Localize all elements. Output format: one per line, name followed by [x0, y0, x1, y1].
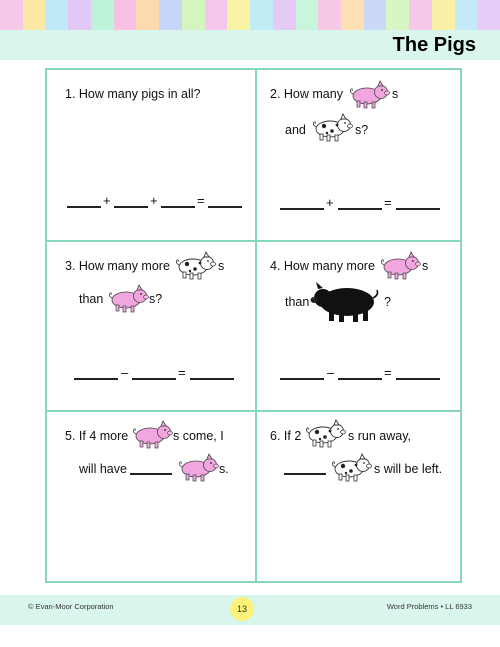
footer-copyright: © Evan-Moor Corporation — [28, 602, 114, 611]
header-stripe — [114, 0, 137, 30]
header-stripe — [68, 0, 91, 30]
problem-4-text-b: s — [422, 259, 429, 273]
header-stripe — [273, 0, 296, 30]
equals-sign: = — [178, 365, 186, 380]
header-stripe — [477, 0, 500, 30]
problem-2-text-c: and — [285, 123, 306, 137]
problem-5-text-a: 5. If 4 more — [65, 429, 129, 443]
grid-divider-row2 — [45, 410, 462, 412]
problem-4-text-d: ? — [384, 295, 391, 309]
pink-pig-icon — [130, 419, 174, 449]
page-title: The Pigs — [392, 34, 476, 56]
footer-book-id: Word Problems • LL 6933 — [386, 602, 472, 611]
header-stripe — [455, 0, 478, 30]
problem-2-text-a: 2. How many — [270, 87, 343, 101]
spotted-pig-icon — [302, 418, 348, 448]
problem-3-text-b: s — [218, 259, 225, 273]
grid-divider-row1 — [45, 240, 462, 242]
spotted-pig-icon — [172, 250, 218, 280]
problem-3-text-c: than — [79, 292, 104, 306]
answer-blank[interactable] — [284, 473, 326, 475]
plus-sign: + — [326, 195, 334, 210]
answer-blank[interactable] — [338, 208, 382, 210]
pink-pig-icon — [176, 452, 220, 482]
plus-sign: + — [150, 193, 158, 208]
header-stripe — [0, 0, 23, 30]
answer-blank[interactable] — [161, 206, 195, 208]
header-stripe — [136, 0, 159, 30]
header-stripe — [205, 0, 228, 30]
header-stripe — [432, 0, 455, 30]
problem-6-text-d: s will be left. — [374, 462, 443, 476]
header-stripe — [23, 0, 46, 30]
pink-pig-icon — [378, 250, 422, 280]
header-stripe — [91, 0, 114, 30]
minus-sign: – — [121, 365, 129, 380]
problem-4-text-a: 4. How many more — [270, 259, 375, 273]
page-number-badge: 13 — [230, 597, 254, 621]
problem-2-text-d: s? — [355, 123, 369, 137]
pink-pig-icon — [347, 79, 391, 109]
answer-blank[interactable] — [396, 378, 440, 380]
grid-divider-vertical — [255, 68, 257, 583]
equals-sign: = — [197, 193, 205, 208]
problem-6-text-a: 6. If 2 — [270, 429, 302, 443]
problem-2-text-b: s — [392, 87, 399, 101]
problem-4-text-c: than — [285, 295, 310, 309]
header-stripe — [182, 0, 205, 30]
equals-sign: = — [384, 365, 392, 380]
header-stripe — [159, 0, 182, 30]
answer-blank[interactable] — [396, 208, 440, 210]
answer-blank[interactable] — [132, 378, 176, 380]
answer-blank[interactable] — [280, 208, 324, 210]
plus-sign: + — [103, 193, 111, 208]
spotted-pig-icon — [328, 452, 374, 482]
header-stripe — [364, 0, 387, 30]
problem-3-text-d: s? — [149, 292, 163, 306]
header-stripe — [318, 0, 341, 30]
problem-5-text-c: will have — [79, 462, 127, 476]
header-stripes — [0, 0, 500, 30]
answer-blank[interactable] — [190, 378, 234, 380]
spotted-pig-icon — [309, 112, 355, 142]
answer-blank[interactable] — [208, 206, 242, 208]
problem-1-question: 1. How many pigs in all? — [65, 87, 201, 101]
header-stripe — [296, 0, 319, 30]
header-stripe — [250, 0, 273, 30]
pink-pig-icon — [106, 283, 150, 313]
problem-5-text-b: s come, I — [173, 429, 224, 443]
black-pig-icon — [309, 281, 381, 323]
answer-blank[interactable] — [338, 378, 382, 380]
answer-blank[interactable] — [114, 206, 148, 208]
header-stripe — [409, 0, 432, 30]
problem-6-text-b: s run away, — [348, 429, 411, 443]
header-stripe — [227, 0, 250, 30]
answer-blank[interactable] — [130, 473, 172, 475]
answer-blank[interactable] — [74, 378, 118, 380]
problem-grid — [45, 68, 462, 583]
equals-sign: = — [384, 195, 392, 210]
problem-5-text-d: s. — [219, 462, 229, 476]
header-stripe — [386, 0, 409, 30]
problem-3-text-a: 3. How many more — [65, 259, 170, 273]
header-stripe — [45, 0, 68, 30]
header-stripe — [341, 0, 364, 30]
minus-sign: – — [327, 365, 335, 380]
answer-blank[interactable] — [280, 378, 324, 380]
answer-blank[interactable] — [67, 206, 101, 208]
